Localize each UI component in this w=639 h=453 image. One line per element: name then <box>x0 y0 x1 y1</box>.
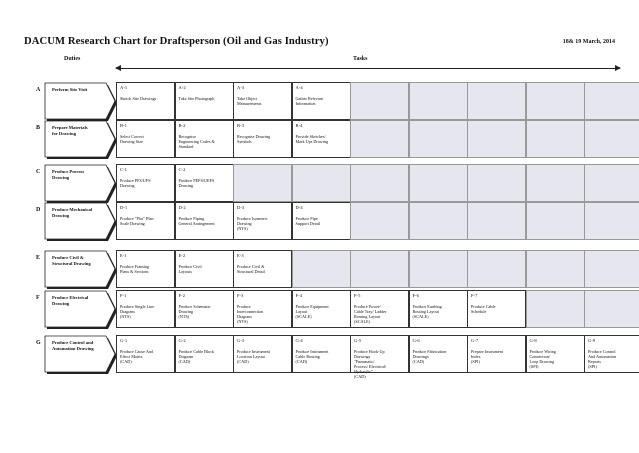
task-text-line: Plans & Sections <box>120 269 149 275</box>
duty-row <box>0 202 639 240</box>
duty-row <box>0 250 639 288</box>
task-cell <box>175 82 234 120</box>
task-text <box>471 304 523 314</box>
task-code: A-2 <box>178 85 186 90</box>
task-text-line: Produce Hook-Up <box>354 349 385 354</box>
empty-task-cell <box>467 120 526 158</box>
task-text-line: Drawings <box>354 354 371 360</box>
task-text <box>530 349 582 369</box>
task-cell <box>584 335 639 373</box>
task-text <box>588 349 639 369</box>
duty-row <box>0 82 639 120</box>
duty-label <box>52 125 110 136</box>
duty-row <box>0 335 639 380</box>
task-code: G-9 <box>588 338 596 343</box>
task-cell <box>350 290 409 328</box>
task-text-line: Loop Drawing <box>529 359 555 365</box>
task-text-line: (CAD) <box>354 374 366 380</box>
task-text-line: Interconnection <box>237 309 264 315</box>
task-code: G-4 <box>295 338 303 343</box>
task-text <box>354 349 406 380</box>
task-cell <box>233 82 292 120</box>
duty-box <box>44 250 116 288</box>
task-text-line: (CAD) <box>295 359 308 365</box>
duty-label-line: Automation Drawing <box>52 345 94 351</box>
task-text-line: (CAD) <box>178 359 191 365</box>
task-text-line: Process/ Electrical/ <box>354 364 387 370</box>
task-text <box>296 216 348 226</box>
task-text <box>237 304 289 324</box>
task-text <box>237 96 289 106</box>
task-text-line: Standard <box>178 144 194 150</box>
task-cell <box>116 82 175 120</box>
empty-task-cell <box>467 82 526 120</box>
arrow-right-icon <box>615 65 621 71</box>
empty-task-cell <box>350 120 409 158</box>
task-cell <box>175 202 234 240</box>
task-text-line: (SCALE) <box>354 319 371 325</box>
task-text-line: Prepare Instrument <box>471 349 503 354</box>
duty-label-line: Drawing <box>52 174 70 180</box>
duty-row <box>0 164 639 202</box>
task-text <box>296 134 348 144</box>
task-cell <box>233 290 292 328</box>
task-text-line: Gather Relevant <box>295 96 323 101</box>
empty-task-cell <box>409 250 468 288</box>
task-code: F-3 <box>237 293 244 298</box>
row-letter: E <box>36 255 41 261</box>
task-text <box>237 216 289 231</box>
task-text <box>179 349 231 364</box>
task-cell <box>116 335 175 373</box>
task-text-line: Drawings <box>412 354 429 360</box>
task-text-line: Mark Ups Drawing <box>295 139 329 145</box>
task-text-line: Diagram <box>120 309 135 315</box>
duty-label <box>52 207 110 218</box>
task-cell <box>175 335 234 373</box>
task-text-line: Produce Cable Block <box>178 349 215 354</box>
task-text-line: Scale Drawing <box>120 221 145 227</box>
task-text <box>237 264 289 274</box>
row-letter: A <box>36 87 41 93</box>
task-text-line: Cable Routing <box>295 354 320 360</box>
task-text <box>237 349 289 364</box>
task-text <box>413 304 465 319</box>
task-text <box>120 216 172 226</box>
task-text <box>179 304 231 319</box>
empty-task-cell <box>350 82 409 120</box>
task-text-line: Drawing <box>120 183 135 189</box>
empty-task-cell <box>526 250 585 288</box>
task-text-line: Location Layout <box>237 354 265 360</box>
task-text <box>179 134 231 149</box>
task-text-line: Drawing <box>237 221 252 227</box>
duty-label <box>52 87 110 93</box>
task-code: F-1 <box>120 293 127 298</box>
task-text-line: Engineering Codes & <box>178 139 215 145</box>
task-cell <box>292 202 351 240</box>
task-code: D-3 <box>237 205 245 210</box>
task-text-line: Routing Layout <box>354 314 381 320</box>
task-code: D-2 <box>178 205 186 210</box>
task-code: E-2 <box>178 253 186 258</box>
task-text-line: Hydraulic" <box>354 369 373 375</box>
task-text-line: Produce "Plot" Plan <box>120 216 154 221</box>
task-text <box>120 349 172 364</box>
task-text-line: Symbols <box>237 139 252 145</box>
empty-task-cell <box>584 164 639 202</box>
empty-task-cell <box>350 250 409 288</box>
task-cell <box>175 250 234 288</box>
empty-task-cell <box>526 202 585 240</box>
empty-task-cell <box>584 82 639 120</box>
task-code: E-3 <box>237 253 244 258</box>
chart-date: 18& 19 March, 2014 <box>562 39 615 45</box>
empty-task-cell <box>409 82 468 120</box>
task-cell <box>292 335 351 373</box>
task-cell <box>116 202 175 240</box>
task-text-line: Support Detail <box>295 221 321 227</box>
task-cell <box>292 290 351 328</box>
task-text-line: "Pneumatic/ <box>354 359 375 365</box>
empty-task-cell <box>584 290 639 328</box>
task-text <box>471 349 523 364</box>
empty-task-cell <box>467 202 526 240</box>
task-code: F-7 <box>471 293 478 298</box>
task-text-line: Produce Schematic <box>178 304 211 309</box>
task-code: F-5 <box>354 293 361 298</box>
duty-box <box>44 335 116 373</box>
duty-box <box>44 164 116 202</box>
task-code: C-1 <box>120 167 127 172</box>
task-text <box>179 178 231 188</box>
task-cell <box>116 120 175 158</box>
duty-box <box>44 202 116 240</box>
duty-box <box>44 120 116 158</box>
task-text <box>179 216 231 226</box>
task-text-line: Produce Equipment <box>295 304 329 309</box>
task-cell <box>175 120 234 158</box>
task-code: D-1 <box>120 205 128 210</box>
task-text-line: Produce Civil <box>178 264 202 269</box>
task-text-line: Produce Piping <box>178 216 205 221</box>
duty-label-line: Produce Civil & <box>52 255 84 260</box>
task-cell <box>526 335 585 373</box>
task-text <box>296 304 348 319</box>
task-cell <box>116 250 175 288</box>
task-text-line: Drawing Size <box>120 139 143 145</box>
empty-task-cell <box>409 120 468 158</box>
chart-title: DACUM Research Chart for Draftsperson (Oil and Gas Industry) <box>24 36 329 47</box>
task-text-line: Produce Cause And <box>120 349 154 354</box>
empty-task-cell <box>292 250 351 288</box>
empty-task-cell <box>409 164 468 202</box>
task-text-line: Drawing <box>178 183 194 189</box>
task-text-line: Index <box>471 354 481 360</box>
empty-task-cell <box>292 164 351 202</box>
task-text-line: (SPI) <box>588 364 597 370</box>
task-cell <box>233 250 292 288</box>
task-text-line: (NTS) <box>120 314 131 320</box>
empty-task-cell <box>584 250 639 288</box>
task-cell <box>350 335 409 380</box>
task-text-line: (NTS) <box>237 226 248 232</box>
task-text <box>354 304 406 324</box>
task-text <box>296 349 348 364</box>
task-text-line: Diagram <box>237 314 252 320</box>
task-text-line: Produce Instrument <box>237 349 270 354</box>
task-text-line: Produce Fabrication <box>412 349 447 354</box>
task-text-line: (SPI) <box>529 364 539 370</box>
task-text-line: Effect Matrix <box>120 354 143 360</box>
task-text-line: Take Site Photograph <box>178 96 215 101</box>
duty-label-line: Produce Electrical <box>52 295 89 300</box>
task-text-line: Produce Civil & <box>237 264 265 269</box>
duty-box <box>44 290 116 328</box>
task-text <box>413 349 465 364</box>
task-code: G-2 <box>178 338 186 343</box>
tasks-heading: Tasks <box>353 56 368 62</box>
empty-task-cell <box>526 290 585 328</box>
task-code: G-3 <box>237 338 245 343</box>
task-code: G-7 <box>471 338 479 343</box>
task-cell <box>233 120 292 158</box>
arrow-left-icon <box>115 65 121 71</box>
task-text <box>120 304 172 319</box>
task-code: A-3 <box>237 85 245 90</box>
task-text-line: Routing Layout <box>412 309 439 315</box>
empty-task-cell <box>467 250 526 288</box>
task-cell <box>175 164 234 202</box>
empty-task-cell <box>526 120 585 158</box>
task-text-line: Produce Wiring <box>529 349 556 354</box>
task-text <box>179 96 231 101</box>
row-letter: D <box>36 207 41 213</box>
row-letter: B <box>36 125 41 131</box>
task-text <box>120 264 172 274</box>
duty-label-line: for Drawing <box>52 130 77 136</box>
duty-label <box>52 340 110 351</box>
task-text-line: Produce PFS/UFS <box>120 178 151 183</box>
task-text-line: Produce Earthing <box>412 304 442 309</box>
empty-task-cell <box>350 164 409 202</box>
task-text-line: Select Correct <box>120 134 144 139</box>
empty-task-cell <box>350 202 409 240</box>
duty-label-line: Drawing <box>52 300 70 306</box>
tasks-arrow <box>116 68 620 69</box>
task-code: G-8 <box>529 338 537 343</box>
task-code: D-4 <box>295 205 303 210</box>
empty-task-cell <box>409 202 468 240</box>
task-cell <box>175 290 234 328</box>
task-text <box>120 178 172 188</box>
duties-heading: Duties <box>64 56 81 62</box>
task-text-line: Sketch Site Drawings <box>120 96 157 101</box>
empty-task-cell <box>584 120 639 158</box>
duty-label-line: Produce Mechanical <box>52 207 93 212</box>
duty-row <box>0 290 639 328</box>
task-text-line: Produce Single Line <box>120 304 155 309</box>
task-text-line: Produce Control <box>588 349 616 354</box>
task-code: G-5 <box>354 338 362 343</box>
task-text-line: Structural Detail <box>237 269 265 275</box>
task-text-line: (CAD) <box>120 359 132 365</box>
task-code: B-1 <box>120 123 127 128</box>
task-text-line: Reports <box>588 359 602 365</box>
task-cell <box>116 290 175 328</box>
task-code: F-4 <box>295 293 302 298</box>
task-text-line: Produce Cable <box>471 304 496 309</box>
task-code: B-4 <box>295 123 303 128</box>
task-text-line: Measurements <box>237 101 262 107</box>
task-text-line: Cable Tray/ Ladder <box>354 309 387 315</box>
duty-label-line: Produce Process <box>52 169 85 174</box>
task-text-line: General Arrangement <box>178 221 215 227</box>
task-text-line: (NTS) <box>237 319 248 325</box>
task-text-line: Produce <box>237 304 251 309</box>
task-text <box>120 134 172 144</box>
task-text-line: (SCALE) <box>412 314 429 320</box>
task-cell <box>233 202 292 240</box>
task-code: G-1 <box>120 338 128 343</box>
duty-label <box>52 169 110 180</box>
task-text-line: Produce PEFS/UEFS <box>178 178 215 183</box>
task-code: F-2 <box>178 293 185 298</box>
empty-task-cell <box>584 202 639 240</box>
duty-label <box>52 295 110 306</box>
empty-task-cell <box>526 82 585 120</box>
task-text-line: And Automation <box>588 354 617 360</box>
task-code: B-3 <box>237 123 244 128</box>
row-letter: F <box>36 295 40 301</box>
task-text-line: Drawing <box>178 309 194 315</box>
task-text-line: (SPI) <box>471 359 480 365</box>
row-letter: C <box>36 169 41 175</box>
empty-task-cell <box>467 164 526 202</box>
task-code: A-1 <box>120 85 128 90</box>
task-code: B-2 <box>178 123 186 128</box>
task-cell <box>467 335 526 373</box>
task-text-line: Take Object <box>237 96 258 101</box>
task-text-line: Schedule <box>471 309 487 315</box>
task-text-line: Connection/ <box>529 354 550 360</box>
task-code: F-6 <box>412 293 419 298</box>
task-text-line: Layouts <box>178 269 192 275</box>
task-code: C-2 <box>178 167 186 172</box>
task-cell <box>292 82 351 120</box>
row-letter: G <box>36 340 41 346</box>
duty-label-line: Prepare Materials <box>52 125 88 130</box>
duty-label-line: Structural Drawing <box>52 260 91 266</box>
duty-label <box>52 255 110 266</box>
task-text-line: Layout <box>295 309 308 315</box>
task-text <box>296 96 348 106</box>
task-text-line: (NTS) <box>178 314 190 320</box>
task-text-line: (CAD) <box>237 359 249 365</box>
duty-box <box>44 82 116 120</box>
task-text-line: Diagram <box>178 354 194 360</box>
task-text-line: (CAD) <box>412 359 425 365</box>
task-text-line: Provide Sketches/ <box>295 134 326 139</box>
duty-label-line: Drawing <box>52 212 70 218</box>
task-cell <box>409 335 468 373</box>
task-text-line: (SCALE) <box>295 314 312 320</box>
duty-label-line: Perform Site Visit <box>52 87 88 92</box>
task-cell <box>116 164 175 202</box>
task-code: G-6 <box>412 338 420 343</box>
task-text-line: Produce Isometric <box>237 216 268 221</box>
task-text-line: Information <box>295 101 316 107</box>
empty-task-cell <box>526 164 585 202</box>
duty-row <box>0 120 639 158</box>
task-cell <box>292 120 351 158</box>
task-text-line: Recognise Drawing <box>237 134 271 139</box>
task-code: A-4 <box>295 85 303 90</box>
task-text <box>120 96 172 101</box>
task-text-line: Produce Framing <box>120 264 149 269</box>
task-cell <box>467 290 526 328</box>
task-text-line: Produce Pipe <box>295 216 318 221</box>
task-text-line: Recognise <box>178 134 196 139</box>
task-cell <box>409 290 468 328</box>
task-code: E-1 <box>120 253 127 258</box>
empty-task-cell <box>233 164 292 202</box>
duty-label-line: Produce Control and <box>52 340 94 345</box>
task-cell <box>233 335 292 373</box>
task-text <box>237 134 289 144</box>
task-text <box>179 264 231 274</box>
task-text-line: Produce Power/ <box>354 304 381 309</box>
task-text-line: Produce Instrument <box>295 349 329 354</box>
